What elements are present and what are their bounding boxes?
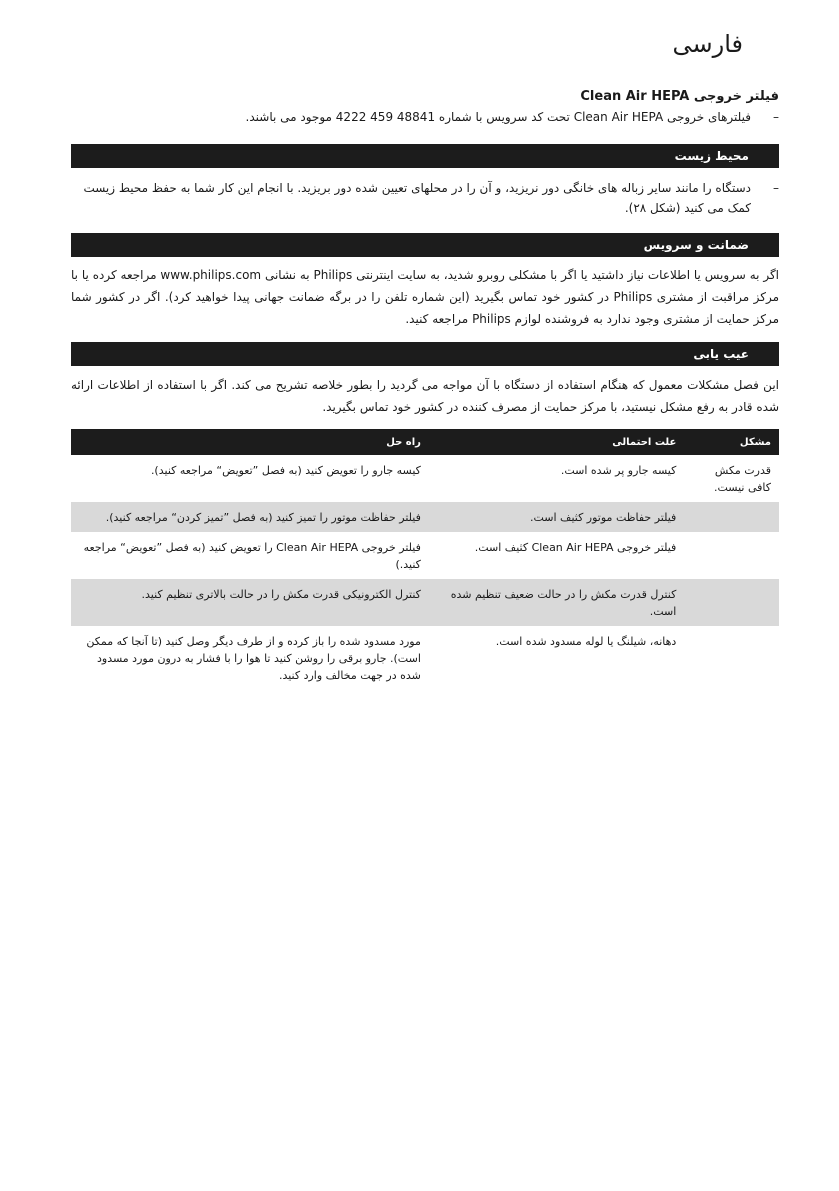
cell-problem [684, 626, 779, 690]
language-title: فارسی [672, 30, 743, 58]
filter-heading: فیلتر خروجی Clean Air HEPA [580, 89, 779, 104]
header-cause: علت احتمالی [429, 429, 684, 455]
filter-bullet [62, 107, 779, 127]
environment-heading: محیط زیست [71, 144, 779, 168]
cell-cause: دهانه، شیلنگ یا لوله مسدود شده است. [495, 635, 677, 648]
warranty-heading: ضمانت و سرویس [71, 233, 779, 257]
table-header-row [71, 429, 779, 455]
bullet-dash: – [773, 110, 779, 124]
troubleshooting-table [71, 429, 779, 690]
cell-cause: کیسه جارو پر شده است. [560, 464, 677, 477]
cell-solution: فیلتر خروجی Clean Air HEPA را تعویض کنید (به فصل ”تعویض“ مراجعه کنید.) [83, 541, 421, 571]
table-row [71, 532, 779, 579]
cell-solution: فیلتر حفاظت موتور را تمیز کنید (به فصل ”تمیز کردن“ مراجعه کنید). [71, 502, 429, 532]
cell-problem [684, 579, 779, 626]
cell-problem [684, 532, 779, 579]
cell-cause: فیلتر حفاظت موتور کثیف است. [429, 502, 684, 532]
environment-bullet [62, 178, 779, 218]
table-row [71, 502, 779, 532]
cell-cause: کنترل قدرت مکش را در حالت ضعیف تنظیم شده است. [429, 579, 684, 626]
table-row [71, 579, 779, 626]
bullet-dash: – [773, 181, 779, 195]
cell-problem [684, 502, 779, 532]
header-problem: مشکل [684, 429, 779, 455]
table-row [71, 455, 779, 502]
troubleshooting-paragraph: این فصل مشکلات معمول که هنگام استفاده از دستگاه با آن مواجه می گردید را بطور خلاصه تشریح می کند. اگر با استفاده از اطلاعات ارائه شده قادر به رفع مشکل نیستید، با مرکز حمایت از مصرف کننده در کشور خود تماس بگیرید. [71, 378, 779, 414]
filter-bullet-text: فیلترهای خروجی Clean Air HEPA تحت کد سرویس با شماره 48841 459 4222 موجود می باشند. [245, 110, 751, 124]
cell-solution: کنترل الکترونیکی قدرت مکش را در حالت بالاتری تنظیم کنید. [71, 579, 429, 626]
header-solution: راه حل [71, 429, 429, 455]
environment-bullet-text: دستگاه را مانند سایر زباله های خانگی دور نریزید، و آن را در محلهای تعیین شده دور بریزید. با انجام این کار شما به حفظ محیط زیست کمک می کنید (شکل ۲۸). [83, 181, 751, 215]
troubleshooting-heading: عیب یابی [71, 342, 779, 366]
warranty-paragraph: اگر به سرویس یا اطلاعات نیاز داشتید یا اگر با مشکلی روبرو شدید، به سایت اینترنتی Philips به نشانی www.philips.com مراجعه کرده یا با مرکز مراقبت از مشتری Philips در کشور خود تماس بگیرید (این شماره تلفن را در برگه ضمانت جهانی پیدا خواهید کرد). اگر در کشور شما مرکز حمایت از مشتری وجود ندارد به فروشنده لوازم Philips مراجعه کنید. [71, 268, 780, 326]
cell-cause: فیلتر خروجی Clean Air HEPA کثیف است. [474, 541, 677, 554]
cell-solution: کیسه جارو را تعویض کنید (به فصل ”تعویض“ مراجعه کنید). [150, 464, 421, 477]
cell-problem: قدرت مکش کافی نیست. [713, 464, 771, 494]
cell-solution: مورد مسدود شده را باز کرده و از طرف دیگر وصل کنید (تا آنجا که ممکن است). جارو برقی را روشن کنید تا هوا را با فشار به درون مورد مسدود شده در جهت مخالف وارد کنید. [86, 635, 421, 682]
table-row [71, 626, 779, 690]
